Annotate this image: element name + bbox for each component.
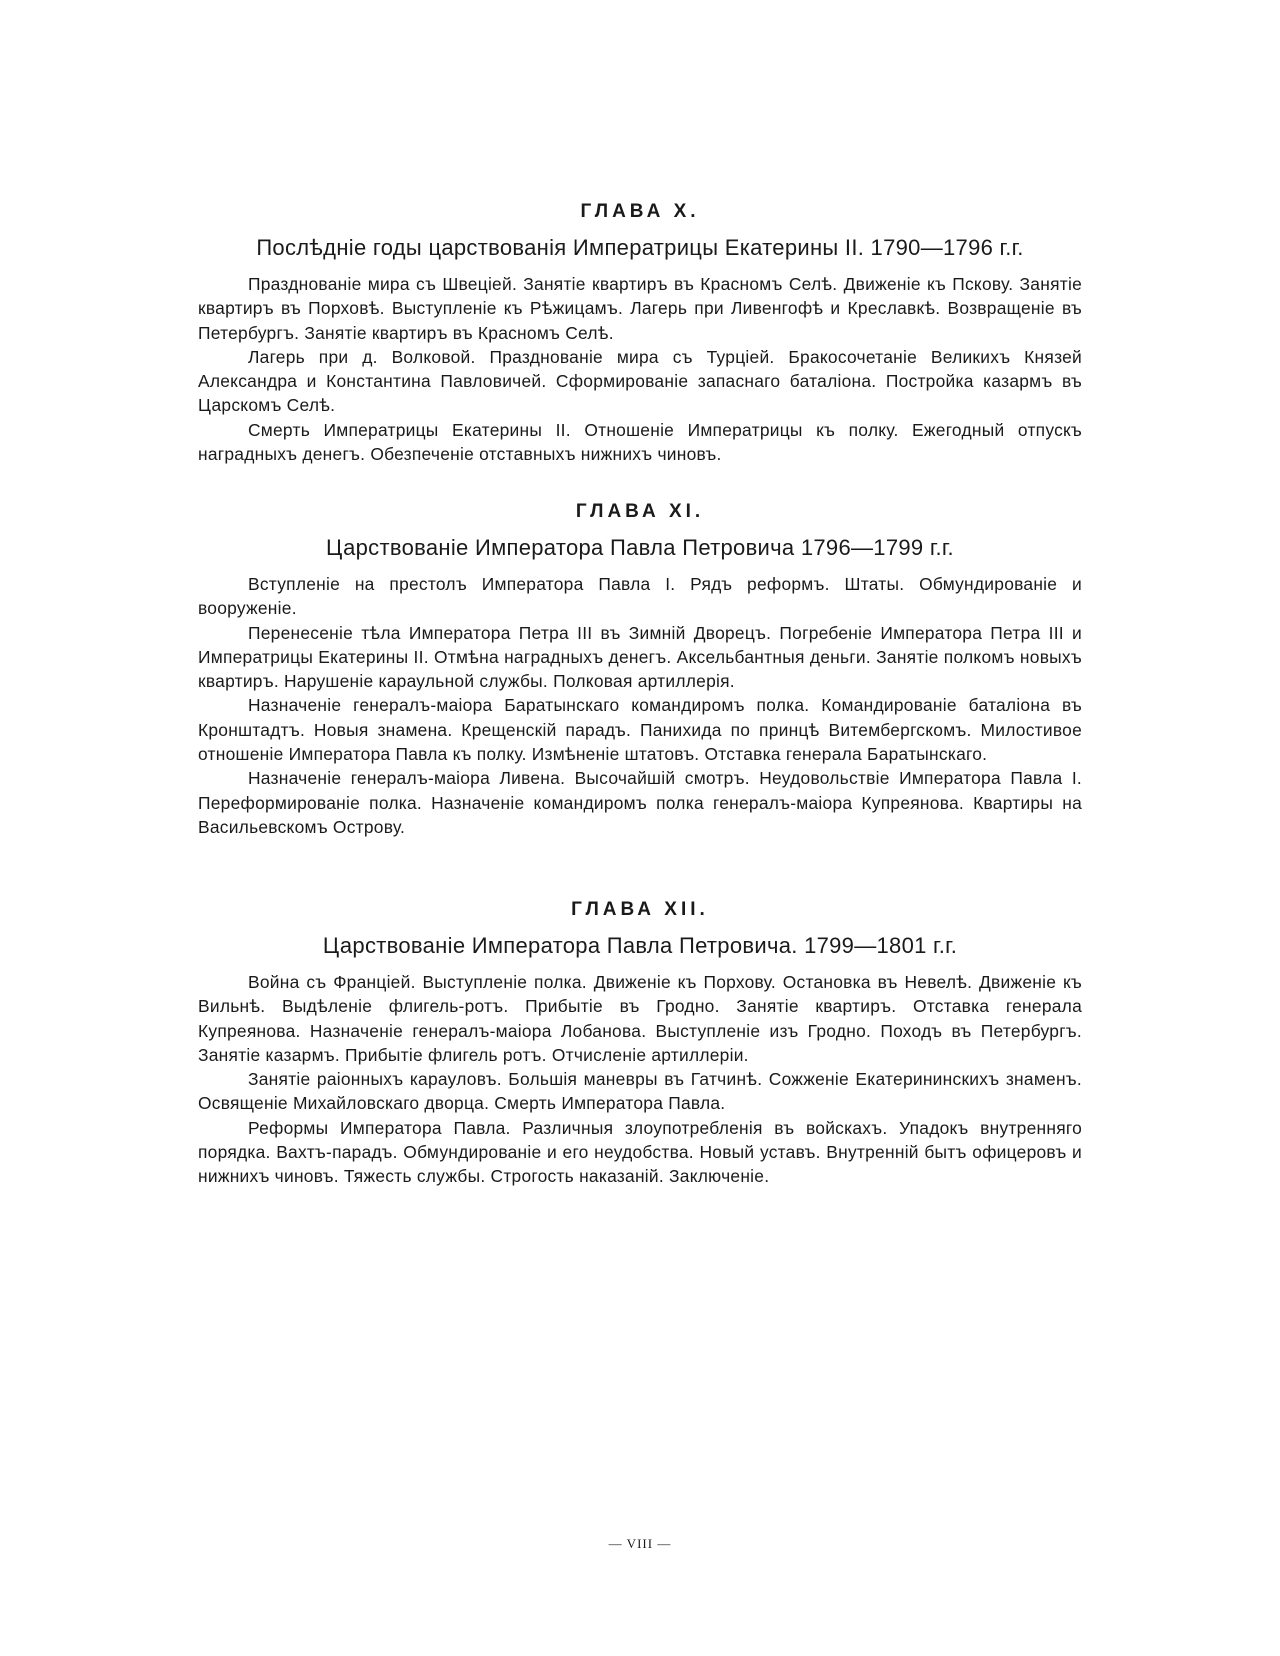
chapter-paragraph: Назначеніе генералъ-маіора Баратынскаго командиромъ полка. Командированіе баталіона въ Кронштадтъ. Новыя знамена. Крещенскій парадъ. Панихида по принцѣ Витембергскомъ. Милостивое отношеніе Императора Павла къ полку. Измѣненіе штатовъ. Отставка генерала Баратынскаго. <box>198 695 1082 765</box>
chapter-11 <box>198 500 1082 839</box>
chapter-paragraph: Занятіе раіонныхъ карауловъ. Большія маневры въ Гатчинѣ. Сожженіе Екатерининскихъ знаменъ. Освященіе Михайловскаго дворца. Смерть Императора Павла. <box>198 1069 1082 1114</box>
chapter-paragraph: Вступленіе на престолъ Императора Павла I. Рядъ реформъ. Штаты. Обмундированіе и вооруженіе. <box>198 574 1082 619</box>
chapter-paragraph: Празднованіе мира съ Швеціей. Занятіе квартиръ въ Красномъ Селѣ. Движеніе къ Пскову. Занятіе квартиръ въ Порховѣ. Выступленіе къ Рѣжицамъ. Лагерь при Ливенгофѣ и Креславкѣ. Возвращеніе въ Петербургъ. Занятіе квартиръ въ Красномъ Селѣ. <box>198 274 1082 343</box>
page-number: — VIII — <box>608 1536 672 1551</box>
chapter-title: Царствованіе Императора Павла Петровича 1796—1799 г.г. <box>326 535 954 560</box>
chapter-title: Послѣдніе годы царствованія Императрицы Екатерины II. 1790—1796 г.г. <box>256 235 1024 260</box>
chapter-paragraph: Война съ Франціей. Выступленіе полка. Движеніе къ Порхову. Остановка въ Невелѣ. Движеніе къ Вильнѣ. Выдѣленіе флигель-ротъ. Прибытіе въ Гродно. Занятіе квартиръ. Отставка генерала Купреянова. Назначеніе генералъ-маіора Лобанова. Выступленіе изъ Гродно. Походъ въ Петербургъ. Занятіе казармъ. Прибытіе флигель ротъ. Отчисленіе артиллеріи. <box>198 972 1082 1065</box>
chapter-heading: ГЛАВА XII. <box>571 899 709 920</box>
chapter-10 <box>198 200 1082 466</box>
chapter-paragraph: Смерть Императрицы Екатерины II. Отношеніе Императрицы къ полку. Ежегодный отпускъ наградныхъ денегъ. Обезпеченіе отставныхъ нижнихъ чиновъ. <box>198 419 1082 465</box>
chapter-heading: ГЛАВА XI. <box>575 501 705 522</box>
chapter-12 <box>198 898 1082 1189</box>
chapter-paragraph: Лагерь при д. Волковой. Празднованіе мира съ Турціей. Бракосочетаніе Великихъ Князей Александра и Константина Павловичей. Сформированіе запаснаго баталіона. Постройка казармъ въ Царскомъ Селѣ. <box>198 346 1082 416</box>
chapter-paragraph: Назначеніе генералъ-маіора Ливена. Высочайшій смотръ. Неудовольствіе Императора Павла I. Переформированіе полка. Назначеніе командиромъ полка генералъ-маіора Купреянова. Квартиры на Васильевскомъ Острову. <box>198 768 1082 837</box>
chapter-title: Царствованіе Императора Павла Петровича. 1799—1801 г.г. <box>322 933 958 958</box>
chapter-heading: ГЛАВА X. <box>580 201 700 222</box>
chapter-paragraph: Реформы Императора Павла. Различныя злоупотребленія въ войскахъ. Упадокъ внутренняго порядка. Вахтъ-парадъ. Обмундированіе и его неудобства. Новый уставъ. Внутренній бытъ офицеровъ и нижнихъ чиновъ. Тяжесть службы. Строгость наказаній. Заключеніе. <box>198 1117 1082 1187</box>
chapter-paragraph: Перенесеніе тѣла Императора Петра III въ Зимній Дворецъ. Погребеніе Императора Петра III и Императрицы Екатерины II. Отмѣна наградныхъ денегъ. Аксельбантныя деньги. Занятіе полкомъ новыхъ квартиръ. Нарушеніе караульной службы. Полковая артиллерія. <box>198 622 1082 692</box>
